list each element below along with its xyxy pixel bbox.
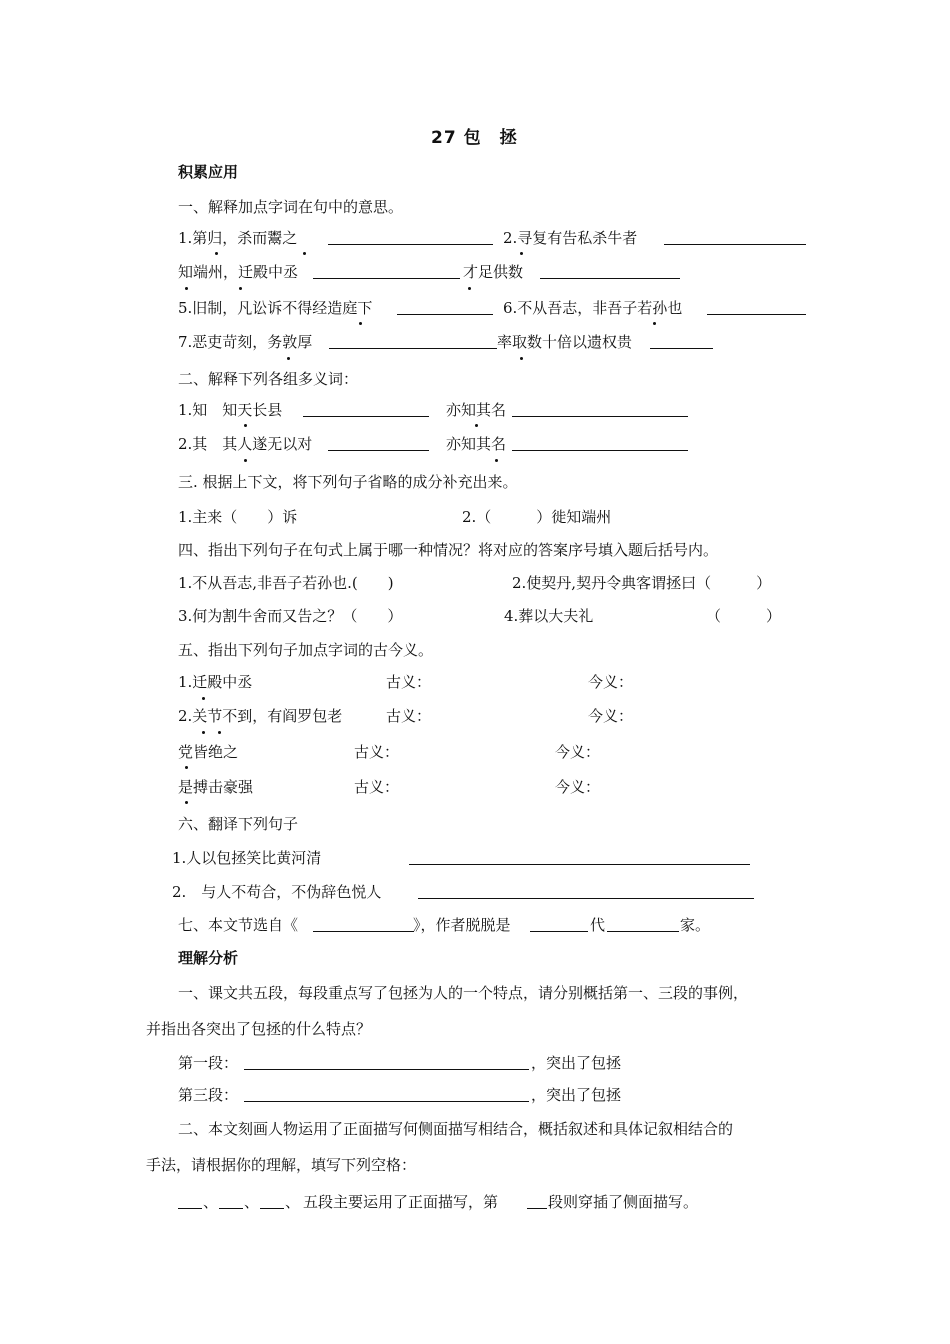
q5-row-3: 党皆绝之	[178, 743, 239, 761]
q7-part-1: 七、本文节选自《	[178, 916, 299, 934]
emphasis-dot	[359, 322, 362, 325]
emphasis-dot	[287, 357, 290, 360]
s2-q1-suffix: ，突出了包拯	[531, 1054, 622, 1072]
q4-item-d-bracket: （ ）	[706, 607, 782, 625]
q1-prompt: 一、解释加点字词在句中的意思。	[178, 198, 404, 216]
q1-item-4: 才足供数	[463, 263, 524, 281]
q6-prompt: 六、翻译下列句子	[178, 815, 299, 833]
q5-row-1: 1.迁殿中丞	[178, 673, 253, 691]
emphasis-dot	[239, 287, 242, 290]
q4-item-c: 3.何为割牛舍而又告之？（ ）	[178, 607, 403, 625]
q1-item-8: 率取数十倍以遗权贵	[497, 333, 633, 351]
answer-blank[interactable]	[664, 228, 806, 245]
q1-item-5: 5.旧制，凡讼诉不得经造庭下	[178, 299, 373, 317]
q5-jin-label: 今义：	[588, 673, 634, 691]
s2-q2-sep: 、	[203, 1193, 219, 1211]
q5-row-2: 2.关节不到，有阎罗包老	[178, 707, 343, 725]
answer-blank[interactable]	[260, 1192, 284, 1209]
emphasis-dot	[475, 424, 478, 427]
s2-q2-sep: 、	[285, 1193, 301, 1211]
s2-q1-line-2: 并指出各突出了包拯的什么特点？	[146, 1020, 372, 1038]
answer-blank[interactable]	[512, 434, 688, 451]
answer-blank[interactable]	[409, 848, 750, 865]
answer-blank[interactable]	[329, 332, 497, 349]
answer-blank[interactable]	[397, 298, 493, 315]
q4-item-d: 4.葬以大夫礼	[504, 607, 594, 625]
emphasis-dot	[520, 252, 523, 255]
answer-blank[interactable]	[219, 1192, 243, 1209]
answer-blank[interactable]	[707, 298, 806, 315]
answer-blank[interactable]	[328, 228, 493, 245]
section-heading-analysis: 理解分析	[178, 949, 239, 967]
q5-gu-label: 古义：	[354, 778, 400, 796]
answer-blank[interactable]	[178, 1192, 202, 1209]
emphasis-dot	[202, 697, 205, 700]
page-title: 27 包 拯	[431, 128, 518, 148]
q5-row-4: 是搏击豪强	[178, 778, 254, 796]
answer-blank[interactable]	[328, 434, 429, 451]
q3-item-b: 2.（ ）徙知端州	[462, 508, 612, 526]
q6-item-a: 1.人以包拯笑比黄河清	[172, 849, 322, 867]
answer-blank[interactable]	[607, 915, 679, 932]
emphasis-dot	[185, 801, 188, 804]
q4-prompt: 四、指出下列句子在句式上属于哪一种情况？将对应的答案序号填入题后括号内。	[178, 541, 719, 559]
emphasis-dot	[185, 766, 188, 769]
q2-row2-a: 2.其 其人遂无以对	[178, 435, 313, 453]
answer-blank[interactable]	[244, 1053, 529, 1070]
emphasis-dot	[215, 252, 218, 255]
answer-blank[interactable]	[303, 400, 429, 417]
emphasis-dot	[468, 287, 471, 290]
emphasis-dot	[244, 424, 247, 427]
q6-item-b: 2. 与人不苟合，不伪辞色悦人	[172, 883, 382, 901]
s2-q1-line-1: 一、课文共五段，每段重点写了包拯为人的一个特点，请分别概括第一、三段的事例，	[178, 984, 749, 1002]
q3-item-a: 1.主来（ ）诉	[178, 508, 298, 526]
q1-item-2: 2.寻复有告私杀牛者	[503, 229, 638, 247]
s2-q1-label-b: 第三段：	[178, 1086, 239, 1104]
answer-blank[interactable]	[527, 1192, 547, 1209]
q5-jin-label: 今义：	[588, 707, 634, 725]
emphasis-dot	[185, 287, 188, 290]
answer-blank[interactable]	[650, 332, 713, 349]
answer-blank[interactable]	[418, 882, 754, 899]
q2-row2-b: 亦知其名	[446, 435, 507, 453]
q1-item-3: 知端州，迁殿中丞	[178, 263, 299, 281]
s2-q2-end: 段则穿插了侧面描写。	[548, 1193, 699, 1211]
answer-blank[interactable]	[313, 262, 460, 279]
s2-q2-line-2: 手法，请根据你的理解，填写下列空格：	[146, 1156, 417, 1174]
answer-blank[interactable]	[512, 400, 688, 417]
answer-blank[interactable]	[313, 915, 414, 932]
q5-gu-label: 古义：	[354, 743, 400, 761]
q5-gu-label: 古义：	[386, 707, 432, 725]
emphasis-dot	[303, 252, 306, 255]
q1-item-1: 1.第归，杀而鬻之	[178, 229, 298, 247]
emphasis-dot	[218, 731, 221, 734]
q5-prompt: 五、指出下列句子加点字词的古今义。	[178, 641, 434, 659]
q7-part-4: 家。	[680, 916, 711, 934]
q4-item-b: 2.使契丹,契丹令典客谓拯曰（ ）	[512, 574, 772, 592]
emphasis-dot	[244, 459, 247, 462]
q2-row1-a: 1.知 知天长县	[178, 401, 283, 419]
emphasis-dot	[653, 322, 656, 325]
s2-q2-line-1: 二、本文刻画人物运用了正面描写何侧面描写相结合，概括叙述和具体记叙相结合的	[178, 1120, 734, 1138]
q7-part-3: 代	[590, 916, 606, 934]
q2-row1-b: 亦知其名	[446, 401, 507, 419]
q1-item-6: 6.不从吾志，非吾子若孙也	[503, 299, 683, 317]
s2-q1-label-a: 第一段：	[178, 1054, 239, 1072]
section-heading-accumulation: 积累应用	[178, 163, 239, 181]
q7-part-2: 》，作者脱脱是	[413, 916, 511, 934]
answer-blank[interactable]	[530, 915, 588, 932]
q4-item-a: 1.不从吾志,非吾子若孙也.( )	[178, 574, 394, 592]
emphasis-dot	[520, 357, 523, 360]
q2-prompt: 二、解释下列各组多义词：	[178, 370, 359, 388]
q5-jin-label: 今义：	[555, 778, 601, 796]
q1-item-7: 7.恶吏苛刻，务敦厚	[178, 333, 313, 351]
q3-prompt: 三. 根据上下文，将下列句子省略的成分补充出来。	[178, 473, 518, 491]
answer-blank[interactable]	[540, 262, 680, 279]
s2-q1-suffix: ，突出了包拯	[531, 1086, 622, 1104]
answer-blank[interactable]	[244, 1085, 529, 1102]
emphasis-dot	[495, 459, 498, 462]
q5-jin-label: 今义：	[555, 743, 601, 761]
emphasis-dot	[202, 731, 205, 734]
q5-gu-label: 古义：	[386, 673, 432, 691]
s2-q2-sep: 、	[244, 1193, 260, 1211]
s2-q2-mid: 五段主要运用了正面描写，第	[303, 1193, 499, 1211]
